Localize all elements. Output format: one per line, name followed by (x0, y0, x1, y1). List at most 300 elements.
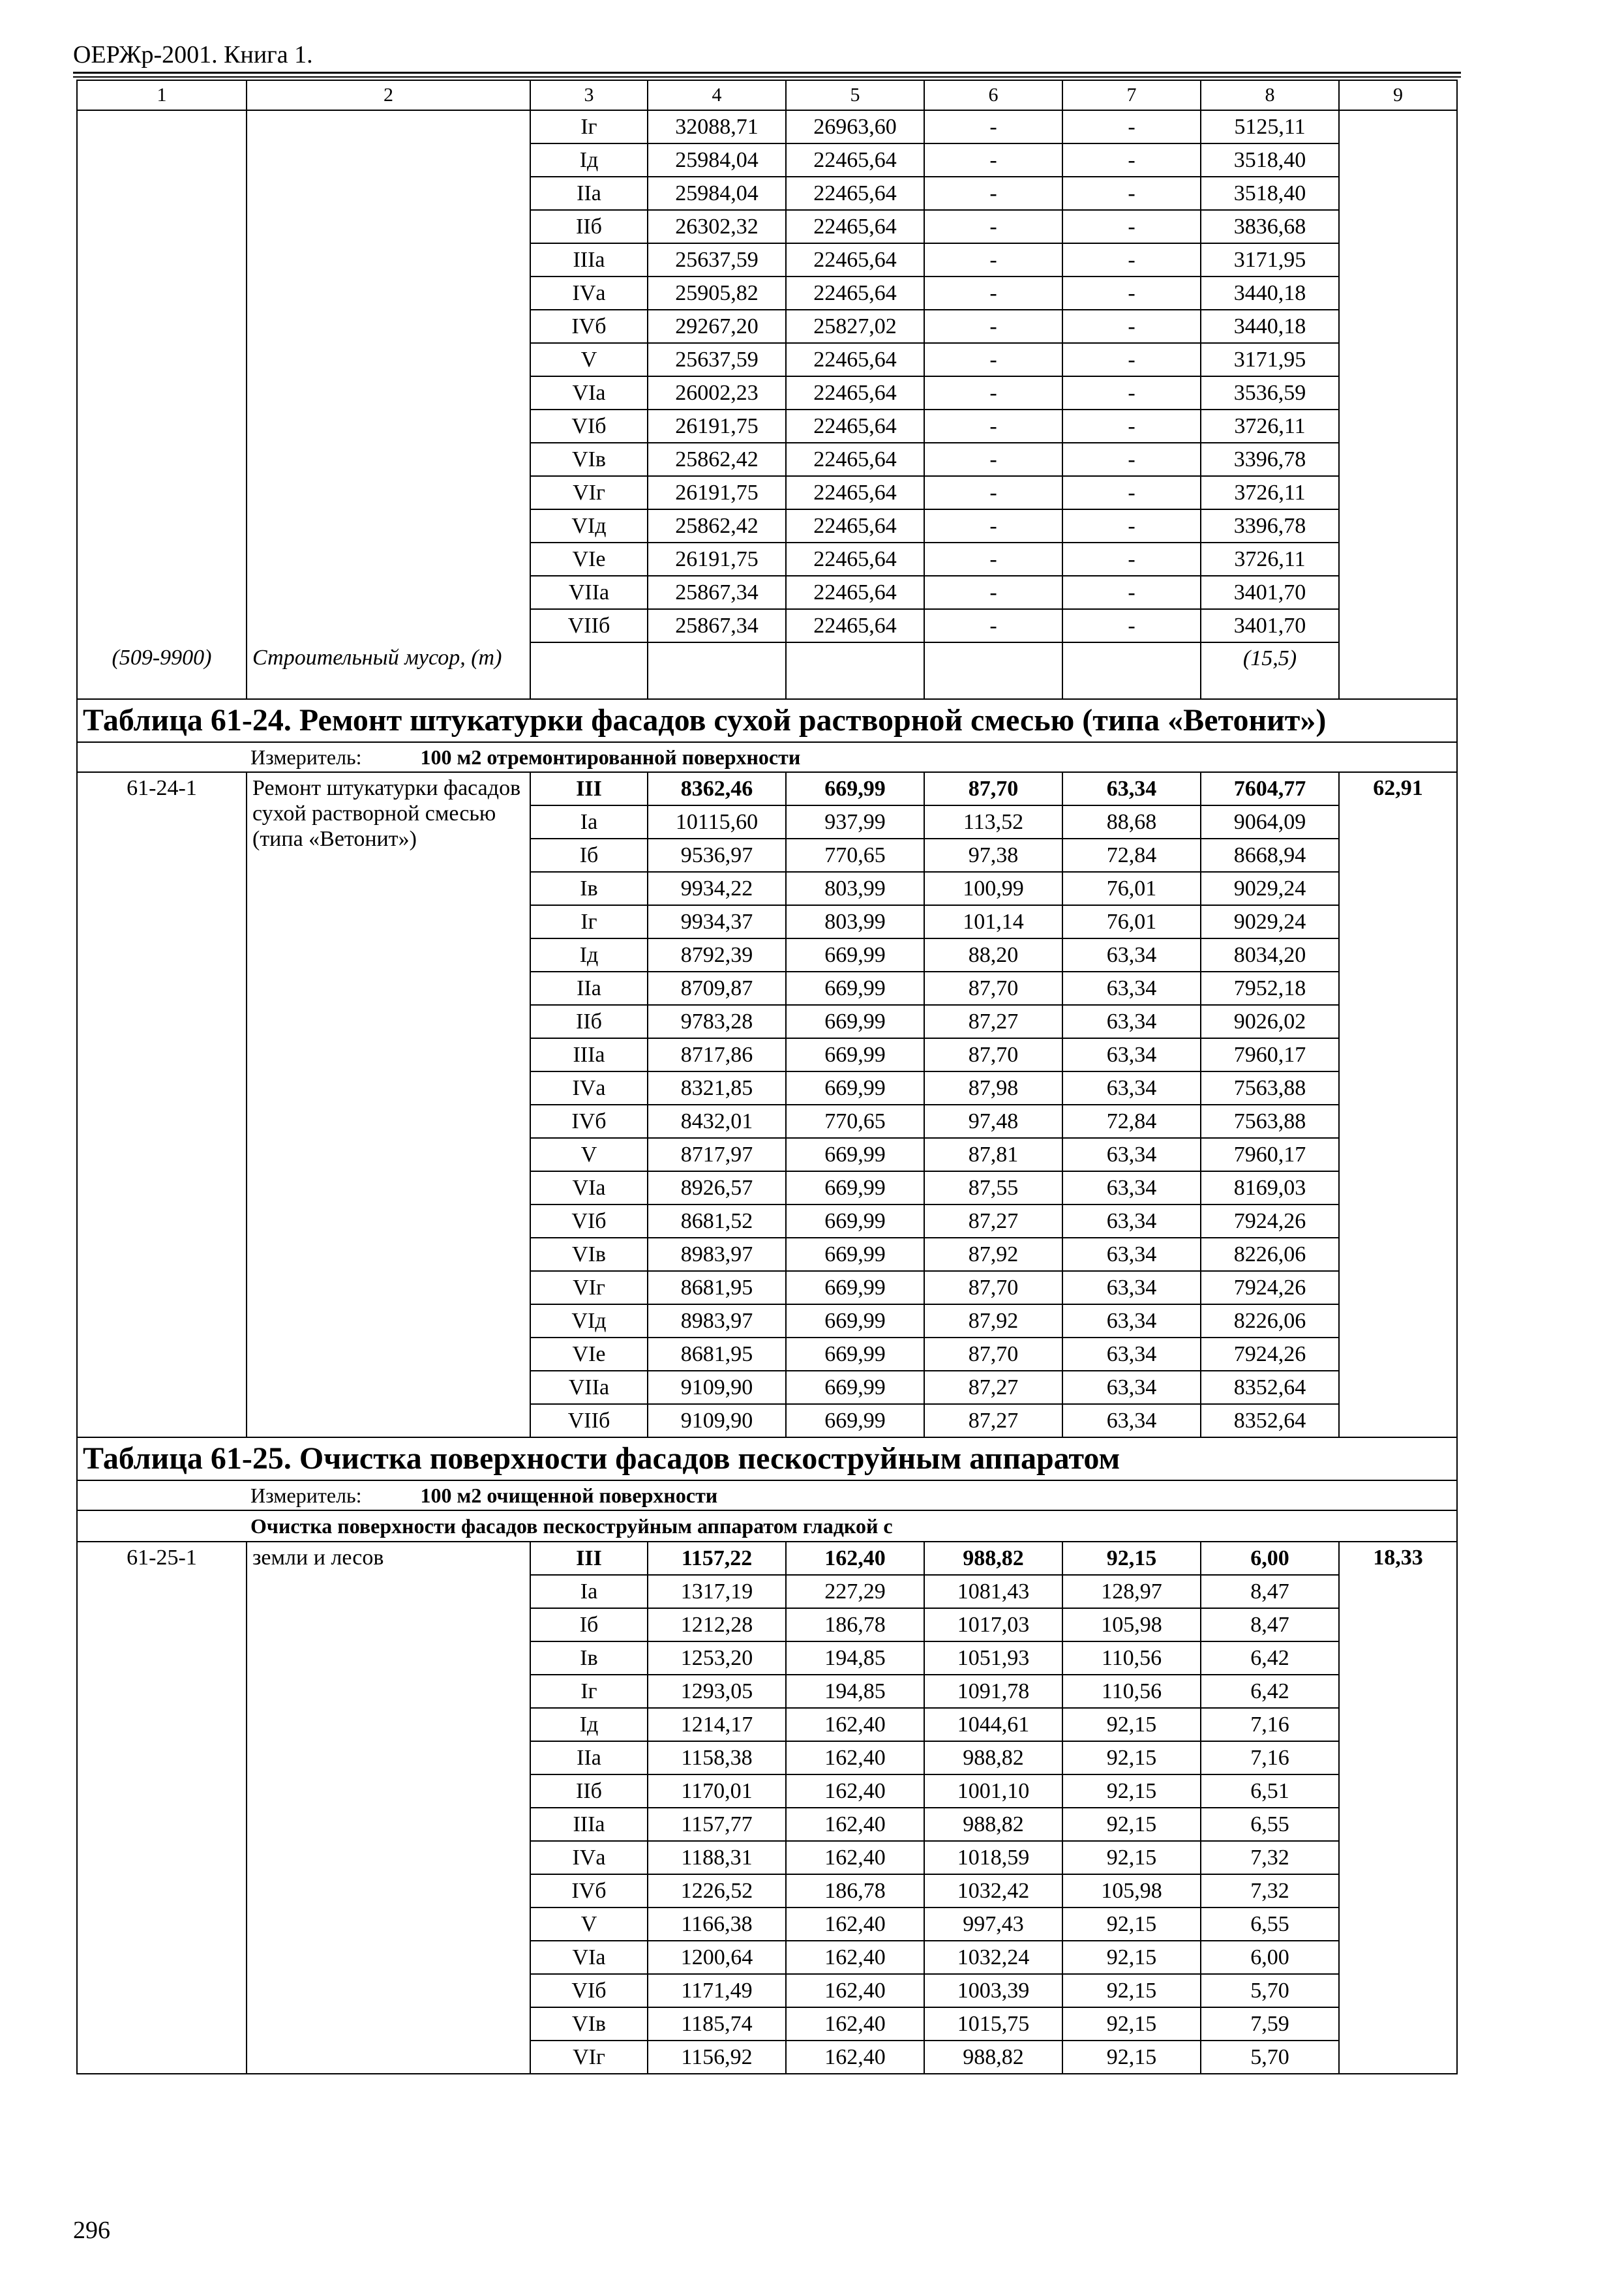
value-cell: 7,16 (1201, 1708, 1339, 1741)
value-cell: Iб (530, 839, 648, 872)
value-cell (924, 642, 1062, 699)
value-cell: 87,55 (924, 1171, 1062, 1204)
value-cell: 8681,95 (648, 1271, 786, 1304)
value-cell: 22465,64 (786, 376, 924, 410)
value-cell: 1200,64 (648, 1941, 786, 1974)
value-cell: 87,81 (924, 1138, 1062, 1171)
value-cell: 76,01 (1062, 905, 1201, 938)
value-cell: VIа (530, 376, 648, 410)
value-cell: 162,40 (786, 1741, 924, 1774)
value-cell: 92,15 (1062, 1974, 1201, 2007)
value-cell: V (530, 1138, 648, 1171)
value-cell: 26191,75 (648, 476, 786, 509)
table-row (77, 110, 1457, 143)
value-cell: 1253,20 (648, 1641, 786, 1675)
value-cell: 72,84 (1062, 1105, 1201, 1138)
value-cell: 1212,28 (648, 1608, 786, 1641)
value-cell: - (1062, 310, 1201, 343)
value-cell: 669,99 (786, 1271, 924, 1304)
value-cell: 8926,57 (648, 1171, 786, 1204)
value-cell: 162,40 (786, 1542, 924, 1575)
value-cell: 25867,34 (648, 609, 786, 642)
value-cell: - (924, 376, 1062, 410)
material-row (77, 642, 1457, 699)
value-cell: 63,34 (1062, 1138, 1201, 1171)
value-cell: 3726,11 (1201, 476, 1339, 509)
value-cell: 669,99 (786, 1404, 924, 1437)
value-cell: 997,43 (924, 1908, 1062, 1941)
value-cell: 194,85 (786, 1675, 924, 1708)
value-cell: 8,47 (1201, 1608, 1339, 1641)
value-cell: 803,99 (786, 872, 924, 905)
value-cell: 1018,59 (924, 1841, 1062, 1874)
table-row (77, 772, 1457, 805)
column-number: 3 (530, 80, 648, 110)
value-cell: Iг (530, 1675, 648, 1708)
value-cell: 1185,74 (648, 2007, 786, 2041)
value-cell: 3440,18 (1201, 310, 1339, 343)
value-cell: 22465,64 (786, 143, 924, 177)
value-cell: 3726,11 (1201, 543, 1339, 576)
value-cell: 3401,70 (1201, 576, 1339, 609)
value-cell: 97,48 (924, 1105, 1062, 1138)
value-cell: 1293,05 (648, 1675, 786, 1708)
measure-label: Измеритель: (250, 745, 362, 769)
value-cell: 92,15 (1062, 1941, 1201, 1974)
value-cell: IIб (530, 1005, 648, 1038)
value-cell: - (1062, 410, 1201, 443)
value-cell: 8432,01 (648, 1105, 786, 1138)
header-rule-thin (73, 76, 1461, 78)
value-cell: - (1062, 376, 1201, 410)
value-cell: 9064,09 (1201, 805, 1339, 839)
col9-cell-empty (1339, 110, 1457, 699)
value-cell: 5,70 (1201, 1974, 1339, 2007)
value-cell: 9029,24 (1201, 905, 1339, 938)
value-cell: - (1062, 177, 1201, 210)
rate-name: Ремонт штукатурки фасадов сухой растворной смесью (типа «Ветонит») (247, 772, 530, 1437)
value-cell: IIа (530, 177, 648, 210)
value-cell: IVа (530, 1841, 648, 1874)
value-cell: 6,55 (1201, 1908, 1339, 1941)
value-cell: 92,15 (1062, 1708, 1201, 1741)
value-cell: 6,55 (1201, 1808, 1339, 1841)
value-cell: 1317,19 (648, 1575, 786, 1608)
value-cell: - (1062, 277, 1201, 310)
value-cell: 9109,90 (648, 1404, 786, 1437)
value-cell: VIа (530, 1171, 648, 1204)
value-cell: 7604,77 (1201, 772, 1339, 805)
value-cell: 92,15 (1062, 1542, 1201, 1575)
column-number: 2 (247, 80, 530, 110)
value-cell: VIд (530, 509, 648, 543)
value-cell: 669,99 (786, 1238, 924, 1271)
value-cell: 194,85 (786, 1641, 924, 1675)
measure-row (77, 1480, 1457, 1510)
value-cell: 87,70 (924, 1271, 1062, 1304)
value-cell: 22465,64 (786, 509, 924, 543)
value-cell: IVб (530, 310, 648, 343)
value-cell: V (530, 1908, 648, 1941)
value-cell: 3440,18 (1201, 277, 1339, 310)
value-cell: 22465,64 (786, 609, 924, 642)
value-cell: - (1062, 609, 1201, 642)
value-cell: IVа (530, 277, 648, 310)
column-number: 8 (1201, 80, 1339, 110)
value-cell: 63,34 (1062, 1338, 1201, 1371)
value-cell: VIб (530, 410, 648, 443)
subheading-row (77, 1510, 1457, 1542)
value-cell: 110,56 (1062, 1641, 1201, 1675)
value-cell: 770,65 (786, 1105, 924, 1138)
value-cell: - (924, 310, 1062, 343)
header-rule (73, 72, 1461, 74)
value-cell: 8352,64 (1201, 1371, 1339, 1404)
value-cell: 32088,71 (648, 110, 786, 143)
value-cell: - (924, 476, 1062, 509)
value-cell: 113,52 (924, 805, 1062, 839)
value-cell: 92,15 (1062, 1908, 1201, 1941)
value-cell: 669,99 (786, 1304, 924, 1338)
value-cell: 1158,38 (648, 1741, 786, 1774)
column-number: 5 (786, 80, 924, 110)
value-cell: 988,82 (924, 2041, 1062, 2074)
value-cell: 5125,11 (1201, 110, 1339, 143)
value-cell: - (924, 210, 1062, 243)
value-cell: - (1062, 509, 1201, 543)
value-cell: 87,70 (924, 1338, 1062, 1371)
value-cell: 5,70 (1201, 2041, 1339, 2074)
value-cell: 988,82 (924, 1542, 1062, 1575)
value-cell: VIб (530, 1204, 648, 1238)
value-cell: 7563,88 (1201, 1105, 1339, 1138)
value-cell: IIа (530, 972, 648, 1005)
value-cell: 101,14 (924, 905, 1062, 938)
value-cell: 26191,75 (648, 410, 786, 443)
value-cell: 9934,37 (648, 905, 786, 938)
value-cell: Iд (530, 143, 648, 177)
value-cell: 1170,01 (648, 1774, 786, 1808)
value-cell: 669,99 (786, 1338, 924, 1371)
value-cell: VIIб (530, 1404, 648, 1437)
value-cell: 22465,64 (786, 476, 924, 509)
value-cell: 25827,02 (786, 310, 924, 343)
value-cell: 9783,28 (648, 1005, 786, 1038)
table-title: Таблица 61-24. Ремонт штукатурки фасадов сухой растворной смесью (типа «Ветонит») (77, 699, 1457, 742)
value-cell: 8681,95 (648, 1338, 786, 1371)
value-cell: 1003,39 (924, 1974, 1062, 2007)
value-cell: V (530, 343, 648, 376)
value-cell: 1188,31 (648, 1841, 786, 1874)
running-header: ОЕРЖр-2001. Книга 1. (73, 41, 313, 68)
value-cell: - (924, 509, 1062, 543)
value-cell: 7924,26 (1201, 1204, 1339, 1238)
value-cell: IIб (530, 1774, 648, 1808)
value-cell: 3518,40 (1201, 177, 1339, 210)
value-cell: 7924,26 (1201, 1271, 1339, 1304)
value-cell: - (924, 277, 1062, 310)
rate-code: 61-25-1 (77, 1542, 247, 2074)
page-number: 296 (73, 2217, 110, 2244)
value-cell: 162,40 (786, 1708, 924, 1741)
value-cell: VIд (530, 1304, 648, 1338)
value-cell: 227,29 (786, 1575, 924, 1608)
value-cell: 669,99 (786, 1005, 924, 1038)
value-cell: IVа (530, 1071, 648, 1105)
value-cell: 7,32 (1201, 1874, 1339, 1908)
value-cell: 1156,92 (648, 2041, 786, 2074)
value-cell: Iа (530, 1575, 648, 1608)
value-cell: 92,15 (1062, 1741, 1201, 1774)
value-cell: Iг (530, 905, 648, 938)
table-title: Таблица 61-25. Очистка поверхности фасадов пескоструйным аппаратом (77, 1437, 1457, 1480)
value-cell (786, 642, 924, 699)
col9-value: 18,33 (1339, 1542, 1457, 2074)
measure-label: Измеритель: (250, 1483, 362, 1507)
value-cell: - (1062, 110, 1201, 143)
value-cell: VIе (530, 1338, 648, 1371)
value-cell: - (924, 343, 1062, 376)
value-cell (1062, 642, 1201, 699)
value-cell: 87,27 (924, 1204, 1062, 1238)
table-title-row (77, 1437, 1457, 1480)
value-cell: 87,70 (924, 1038, 1062, 1071)
value-cell: VIв (530, 443, 648, 476)
value-cell: - (924, 543, 1062, 576)
value-cell: 7924,26 (1201, 1338, 1339, 1371)
table-body (77, 80, 1457, 2074)
value-cell: 1017,03 (924, 1608, 1062, 1641)
value-cell: 1214,17 (648, 1708, 786, 1741)
value-cell: 3536,59 (1201, 376, 1339, 410)
value-cell: 22465,64 (786, 576, 924, 609)
value-cell: 7,16 (1201, 1741, 1339, 1774)
value-cell: 8983,97 (648, 1238, 786, 1271)
value-cell: VIв (530, 2007, 648, 2041)
value-cell: 162,40 (786, 1941, 924, 1974)
value-cell: 8668,94 (1201, 839, 1339, 872)
value-cell: 9536,97 (648, 839, 786, 872)
rates-table (76, 80, 1458, 2074)
value-cell: 63,34 (1062, 1404, 1201, 1437)
value-cell: - (1062, 143, 1201, 177)
value-cell: 669,99 (786, 1138, 924, 1171)
measure-row (77, 742, 1457, 772)
value-cell: 9934,22 (648, 872, 786, 905)
value-cell: 669,99 (786, 1371, 924, 1404)
value-cell: 25984,04 (648, 143, 786, 177)
value-cell: 803,99 (786, 905, 924, 938)
value-cell: 1032,42 (924, 1874, 1062, 1908)
value-cell: 22465,64 (786, 410, 924, 443)
value-cell: 92,15 (1062, 1808, 1201, 1841)
value-cell: 128,97 (1062, 1575, 1201, 1608)
value-cell: - (1062, 576, 1201, 609)
value-cell: 87,27 (924, 1404, 1062, 1437)
value-cell: 6,00 (1201, 1542, 1339, 1575)
value-cell: 22465,64 (786, 277, 924, 310)
value-cell: Iд (530, 1708, 648, 1741)
value-cell: 25637,59 (648, 243, 786, 277)
value-cell: 22465,64 (786, 177, 924, 210)
value-cell: 669,99 (786, 772, 924, 805)
rate-code: 61-24-1 (77, 772, 247, 1437)
value-cell: 92,15 (1062, 2041, 1201, 2074)
value-cell: 29267,20 (648, 310, 786, 343)
value-cell: 1157,77 (648, 1808, 786, 1841)
value-cell: - (1062, 243, 1201, 277)
value-cell: IIIа (530, 243, 648, 277)
value-cell: 9026,02 (1201, 1005, 1339, 1038)
value-cell: 8034,20 (1201, 938, 1339, 972)
value-cell: 8717,97 (648, 1138, 786, 1171)
value-cell: 6,00 (1201, 1941, 1339, 1974)
value-cell: 63,34 (1062, 1071, 1201, 1105)
value-cell: III (530, 772, 648, 805)
value-cell: 8321,85 (648, 1071, 786, 1105)
value-cell: 87,27 (924, 1005, 1062, 1038)
value-cell: 92,15 (1062, 2007, 1201, 2041)
value-cell: 1091,78 (924, 1675, 1062, 1708)
value-cell: 1044,61 (924, 1708, 1062, 1741)
value-cell: 87,92 (924, 1304, 1062, 1338)
measure-unit: 100 м2 отремонтированной поверхности (420, 745, 801, 769)
value-cell: 8,47 (1201, 1575, 1339, 1608)
value-cell: 162,40 (786, 1908, 924, 1941)
column-number: 1 (77, 80, 247, 110)
value-cell: - (924, 177, 1062, 210)
value-cell: 8681,52 (648, 1204, 786, 1238)
measure-cell (77, 1480, 1457, 1510)
value-cell: - (924, 443, 1062, 476)
value-cell: 63,34 (1062, 972, 1201, 1005)
material-code: (509-9900) (77, 642, 247, 699)
value-cell: 669,99 (786, 1038, 924, 1071)
value-cell (530, 642, 648, 699)
value-cell: 92,15 (1062, 1841, 1201, 1874)
value-cell: - (924, 576, 1062, 609)
col9-value: 62,91 (1339, 772, 1457, 1437)
value-cell: 25637,59 (648, 343, 786, 376)
value-cell: 1051,93 (924, 1641, 1062, 1675)
value-cell: VIг (530, 2041, 648, 2074)
value-cell: 8983,97 (648, 1304, 786, 1338)
value-cell: 7,59 (1201, 2007, 1339, 2041)
value-cell: 3726,11 (1201, 410, 1339, 443)
value-cell: 8717,86 (648, 1038, 786, 1071)
value-cell: - (924, 243, 1062, 277)
value-cell: 25867,34 (648, 576, 786, 609)
value-cell: Iв (530, 872, 648, 905)
value-cell: Iд (530, 938, 648, 972)
rate-name: земли и лесов (247, 1542, 530, 2074)
value-cell: Iб (530, 1608, 648, 1641)
value-cell: 988,82 (924, 1808, 1062, 1841)
value-cell: 63,34 (1062, 1005, 1201, 1038)
value-cell: 9029,24 (1201, 872, 1339, 905)
value-cell: 770,65 (786, 839, 924, 872)
value-cell: 26002,23 (648, 376, 786, 410)
value-cell: IIIа (530, 1038, 648, 1071)
value-cell: 63,34 (1062, 1171, 1201, 1204)
column-number: 6 (924, 80, 1062, 110)
value-cell: IVб (530, 1874, 648, 1908)
value-cell: VIIа (530, 576, 648, 609)
value-cell: 92,15 (1062, 1774, 1201, 1808)
value-cell: 26191,75 (648, 543, 786, 576)
value-cell: 1166,38 (648, 1908, 786, 1941)
value-cell: 3836,68 (1201, 210, 1339, 243)
value-cell: 3396,78 (1201, 443, 1339, 476)
value-cell: 6,42 (1201, 1641, 1339, 1675)
value-cell: 88,68 (1062, 805, 1201, 839)
value-cell: 63,34 (1062, 1238, 1201, 1271)
value-cell: - (924, 110, 1062, 143)
value-cell: 669,99 (786, 1204, 924, 1238)
value-cell: 3396,78 (1201, 509, 1339, 543)
value-cell: 1032,24 (924, 1941, 1062, 1974)
value-cell: 63,34 (1062, 1271, 1201, 1304)
table-title-row (77, 699, 1457, 742)
value-cell: 7960,17 (1201, 1138, 1339, 1171)
value-cell: 63,34 (1062, 1304, 1201, 1338)
value-cell: 8352,64 (1201, 1404, 1339, 1437)
value-cell: 87,92 (924, 1238, 1062, 1271)
value-cell: 10115,60 (648, 805, 786, 839)
value-cell: 87,98 (924, 1071, 1062, 1105)
column-number: 7 (1062, 80, 1201, 110)
code-cell-empty (77, 110, 247, 642)
column-number: 9 (1339, 80, 1457, 110)
value-cell: IIIа (530, 1808, 648, 1841)
value-cell: - (924, 143, 1062, 177)
value-cell: 1015,75 (924, 2007, 1062, 2041)
name-cell-empty (247, 110, 530, 642)
value-cell: 6,42 (1201, 1675, 1339, 1708)
material-qty: (15,5) (1201, 642, 1339, 699)
value-cell: 1157,22 (648, 1542, 786, 1575)
value-cell: 105,98 (1062, 1608, 1201, 1641)
value-cell: 8709,87 (648, 972, 786, 1005)
value-cell: 7952,18 (1201, 972, 1339, 1005)
value-cell: 669,99 (786, 938, 924, 972)
value-cell: 87,70 (924, 972, 1062, 1005)
value-cell: 1001,10 (924, 1774, 1062, 1808)
value-cell: 1226,52 (648, 1874, 786, 1908)
value-cell: 72,84 (1062, 839, 1201, 872)
value-cell: 162,40 (786, 1808, 924, 1841)
value-cell: 8226,06 (1201, 1304, 1339, 1338)
value-cell: 669,99 (786, 1171, 924, 1204)
value-cell: - (1062, 476, 1201, 509)
value-cell: 87,27 (924, 1371, 1062, 1404)
value-cell: 162,40 (786, 2041, 924, 2074)
value-cell (648, 642, 786, 699)
column-number: 4 (648, 80, 786, 110)
value-cell: Iа (530, 805, 648, 839)
value-cell: 25862,42 (648, 509, 786, 543)
value-cell: 26963,60 (786, 110, 924, 143)
value-cell: 162,40 (786, 2007, 924, 2041)
value-cell: 97,38 (924, 839, 1062, 872)
value-cell: IIб (530, 210, 648, 243)
value-cell: Iг (530, 110, 648, 143)
measure-cell (77, 742, 1457, 772)
value-cell: - (924, 609, 1062, 642)
value-cell: - (1062, 343, 1201, 376)
value-cell: VIIа (530, 1371, 648, 1404)
value-cell: 105,98 (1062, 1874, 1201, 1908)
